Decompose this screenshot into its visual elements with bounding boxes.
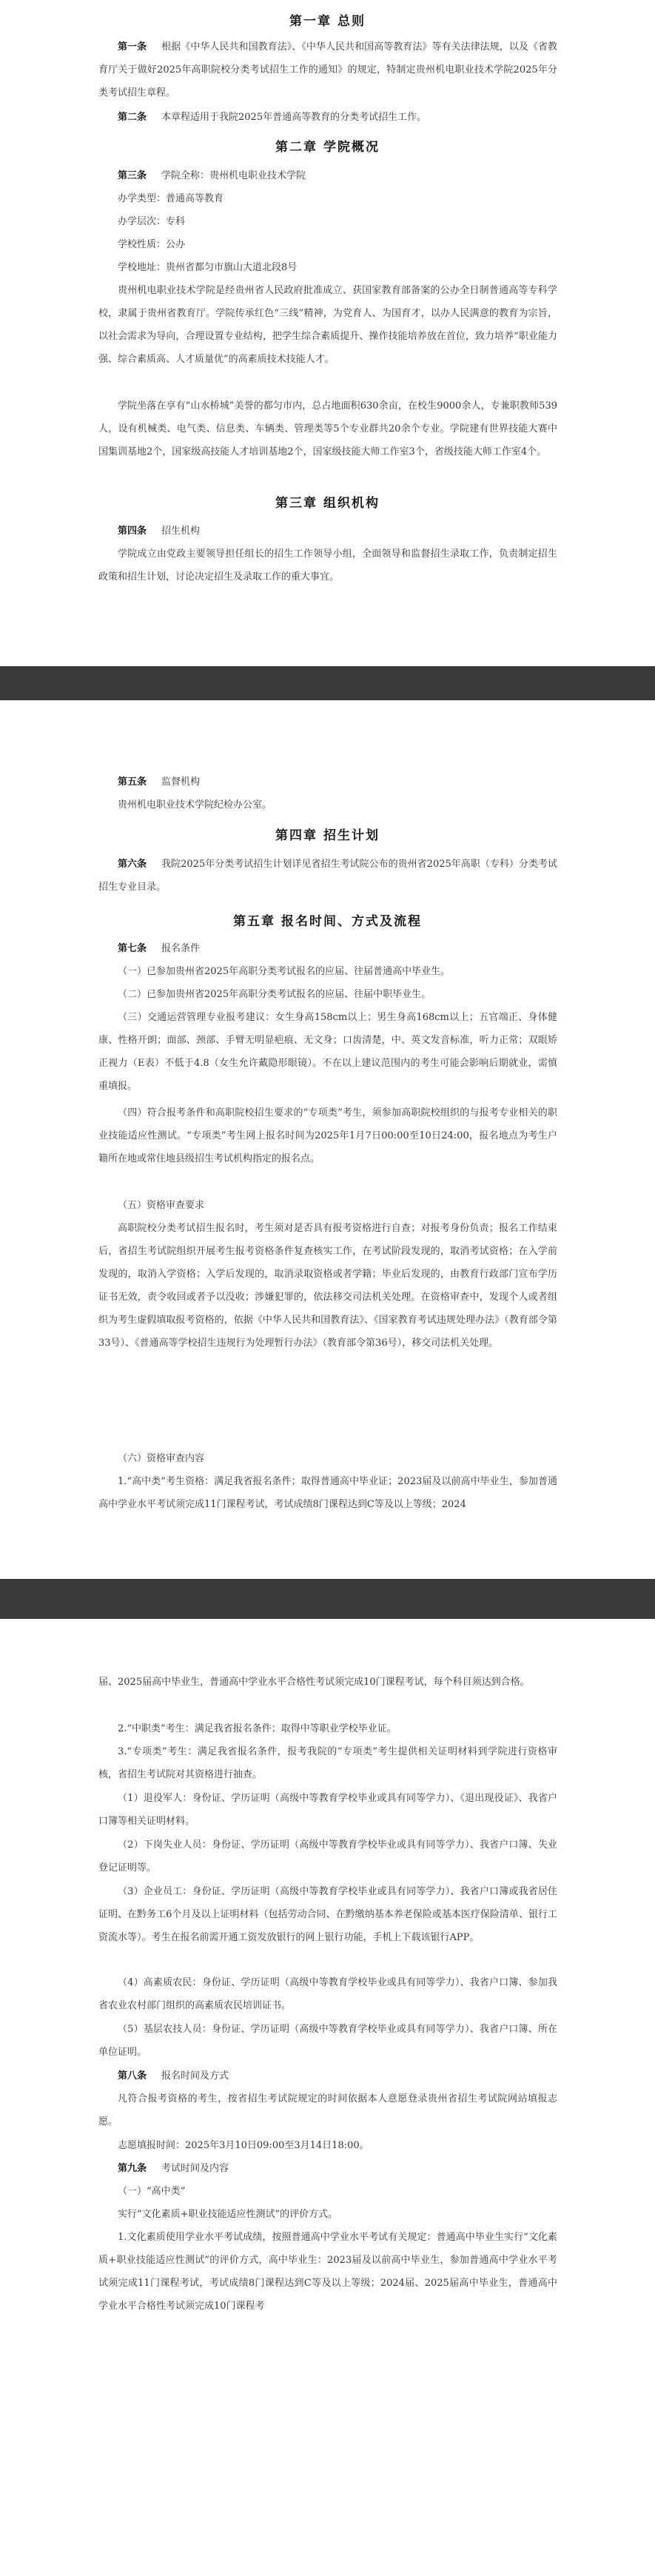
qualification-review: 高职院校分类考试招生报名时，考生须对是否具有报考资格进行自查；对报考身份负责；报名工作结束后，省招生考试院组织开展考生报考资格条件复查核实工作，在考试阶段发现的，取消考试资格；在入学前发现的，取消入学资格；入学后发现的，取消录取资格或者学籍；毕业后发现的，由教育行政部门宣布学历证书无效，责令收回或者予以没收；涉嫌犯罪的，依法移交司法机关处理。在资格审查中，发现个人或者组织为考生虚假填取报考资格的，依据《中华人民共和国教育法》、《国家教育考试违规处理办法》（教育部令第33号）、《普通高等学校招生违规行为处理暂行办法》（教育部令第36号），移交司法机关处理。 [98,1223,557,1349]
article-5-label: 第五条 [118,777,147,788]
condition-6: （六）资格审查内容 [118,1453,205,1464]
article-6 [98,853,557,899]
article-2-text: 本章程适用于我院2025年普通高等教育的分类考试招生工作。 [161,112,427,123]
chapter-1-title: 第一章 总则 [289,14,366,29]
farmer-docs: （4）高素质农民：身份证、学历证明（高级中等教育学校毕业或具有同等学力）、我省户口簿、参加我省农业农村部门组织的高素质农民培训证书。 [98,1977,557,2011]
article-1-label: 第一条 [118,41,147,53]
technician-docs: （5）基层农技人员：身份证、学历证明（高级中等教育学校毕业或具有同等学力）、我省户口簿、所在单位证明。 [98,2024,557,2058]
article-9-sub-1: （一）“高中类” [118,2186,186,2197]
condition-3: （三）交通运营管理专业报考建议：女生身高158cm以上；男生身高168cm以上；五官端正、身体健康、性格开朗；面部、颈部、手臂无明显疤痕、无文身；口齿清楚，中、英文发音标准，听力正常；双眼矫正视力（E表）不低于4.8（女生允许戴隐形眼镜）。不在以上建议范围内的考生可能会影响后期就业，需慎重填报。 [98,1012,557,1092]
article-2-label: 第二条 [118,112,147,123]
article-5 [98,771,557,794]
article-4 [98,520,557,543]
article-4-body: 学院成立由党政主要领导担任组长的招生工作领导小组，全面领导和监督招生录取工作，负责制定招生政策和招生计划，讨论决定招生及录取工作的重大事宜。 [98,549,557,583]
article-9 [98,2157,557,2180]
article-7-text: 报名条件 [161,943,201,954]
article-6-label: 第六条 [118,859,147,870]
chapter-4-title: 第四章 招生计划 [275,828,380,843]
article-8-body: 凡符合报考资格的考生，按省招生考试院规定的时间依据本人意愿登录贵州省招生考试院网站填报志愿。 [98,2093,557,2127]
article-7-label: 第七条 [118,943,147,954]
article-7 [98,937,557,960]
article-4-text: 招生机构 [161,526,201,537]
school-intro-1: 贵州机电职业技术学院是经贵州省人民政府批准成立、获国家教育部备案的公办全日制普通高等专科学校，隶属于贵州省教育厅。学院传承红色“三线”精神，为党育人、为国育才，以办人民满意的教育为宗旨，以社会需求为导向，合理设置专业结构，把学生综合素质提升、操作技能培养放在首位，致力培养“职业能力强、综合素质高、人才质量优”的高素质技术技能人才。 [98,285,557,365]
condition-4: （四）符合报考条件和高职院校招生要求的“专项类”考生，须参加高职院校组织的与报考专业相关的职业技能适应性测试。“专项类”考生网上报名时间为2025年1月7日00:00至10日24:00，报名地点为考生户籍所在地或常住地县级招生考试机构指定的报名点。 [98,1107,557,1164]
article-4-label: 第四条 [118,526,147,537]
article-6-text: 我院2025年分类考试招生计划详见省招生考试院公布的贵州省2025年高职（专科）分类考试招生专业目录。 [98,859,557,893]
application-time: 志愿填报时间：2025年3月10日09:00至3月14日18:00。 [118,2140,369,2151]
article-3-label: 第三条 [118,170,147,181]
employee-docs: （3）企业员工：身份证、学历证明（高级中等教育学校毕业或具有同等学力）、我省户口簿或我省居住证明、在黔务工6个月及以上证明材料（包括劳动合同、在黔缴纳基本养老保险或基本医疗保险清单、银行工资流水等）。考生在报名前需开通工资发放银行的网上银行功能，手机上下载该银行APP。 [98,1886,557,1943]
zhongzhi-qualification: 2.“中职类”考生：满足我省报名条件；取得中等职业学校毕业证。 [118,1723,397,1734]
condition-2: （二）已参加贵州省2025年高职分类考试报名的应届、往届中职毕业生。 [118,989,431,1000]
school-intro-2: 学院坐落在享有“山水桥城”美誉的都匀市内，总占地面积630余亩，在校生9000余人，专兼职教师539人，设有机械类、电气类、信息类、车辆类、管理类等5个专业群共20余个专业。学院建有世界技能大赛中国集训基地2个，国家级高技能人才培训基地2个，国家级技能大师工作室3个，省级技能大师工作室4个。 [98,400,557,457]
condition-5: （五）资格审查要求 [118,1200,205,1211]
page-separator-1 [0,666,655,700]
article-8-label: 第八条 [118,2070,147,2082]
gaozhong-continued: 届、2025届高中毕业生，普通高中学业水平合格性考试须完成10门课程考试，每个科目须达到合格。 [98,1677,530,1688]
chapter-3-title: 第三章 组织机构 [275,496,380,511]
school-nature: 学校性质：公办 [118,239,186,250]
zhuanxiang-qualification: 3.“专项类”考生：满足我省报名条件，报考我院的“专项类”考生提供相关证明材料到学院进行资格审核，省招生考试院对其资格进行抽查。 [98,1746,557,1780]
school-address: 学校地址：贵州省都匀市旗山大道北段8号 [118,262,298,273]
article-1-text: 根据《中华人民共和国教育法》、《中华人民共和国高等教育法》等有关法律法规，以及《省教育厅关于做好2025年高职院校分类考试招生工作的通知》的规定，特制定贵州机电职业技术学院2025年分类考试招生章程。 [98,41,557,98]
document-page-3 [0,1619,655,2576]
article-3 [98,164,557,187]
gaozhong-qualification: 1.“高中类”考生资格：满足我省报名条件；取得普通高中毕业证；2023届及以前高中毕业生，参加普通高中学业水平考试须完成11门课程考试，考试成绩8门课程达到C等及以上等级；2024 [98,1476,557,1510]
school-type: 办学类型：普通高等教育 [118,193,224,204]
document-page-1 [0,0,655,666]
veterans-docs: （1）退役军人：身份证、学历证明（高级中等教育学校毕业或具有同等学力）、《退出现役证》、我省户口簿等相关证明材料。 [98,1793,557,1827]
article-9-sub-1-body: 实行“文化素质+职业技能适应性测试”的评价方式。 [118,2209,338,2220]
article-9-label: 第九条 [118,2163,147,2174]
page-separator-2 [0,1579,655,1619]
article-9-point-1: 1.文化素质使用学业水平考试成绩，按照普通高中学业水平考试有关规定：普通高中毕业生实行“文化素质+职业技能适应性测试”的评价方式，高中毕业生：2023届及以前高中毕业生，参加普通高中学业水平考试须完成11门课程考试，考试成绩8门课程达到C等及以上等级；2024届、2025届高中毕业生，普通高中学业水平合格性考试须完成10门课程考 [98,2232,557,2312]
chapter-5-title: 第五章 报名时间、方式及流程 [233,914,422,929]
article-1 [98,36,557,104]
article-8-text: 报名时间及方式 [161,2070,229,2082]
laid-off-docs: （2）下岗失业人员：身份证、学历证明（高级中等教育学校毕业或具有同等学力）、我省户口簿、失业登记证明等。 [98,1839,557,1874]
condition-1: （一）已参加贵州省2025年高职分类考试报名的应届、往届普通高中毕业生。 [118,966,451,977]
article-5-text: 监督机构 [161,777,201,788]
article-9-text: 考试时间及内容 [161,2163,229,2174]
school-level: 办学层次：专科 [118,216,186,227]
article-5-body: 贵州机电职业技术学院纪检办公室。 [118,799,272,811]
article-8 [98,2065,557,2087]
article-2 [98,106,557,129]
chapter-2-title: 第二章 学院概况 [275,140,380,155]
document-page-2 [0,700,655,1579]
article-3-text: 学院全称：贵州机电职业技术学院 [161,170,306,181]
